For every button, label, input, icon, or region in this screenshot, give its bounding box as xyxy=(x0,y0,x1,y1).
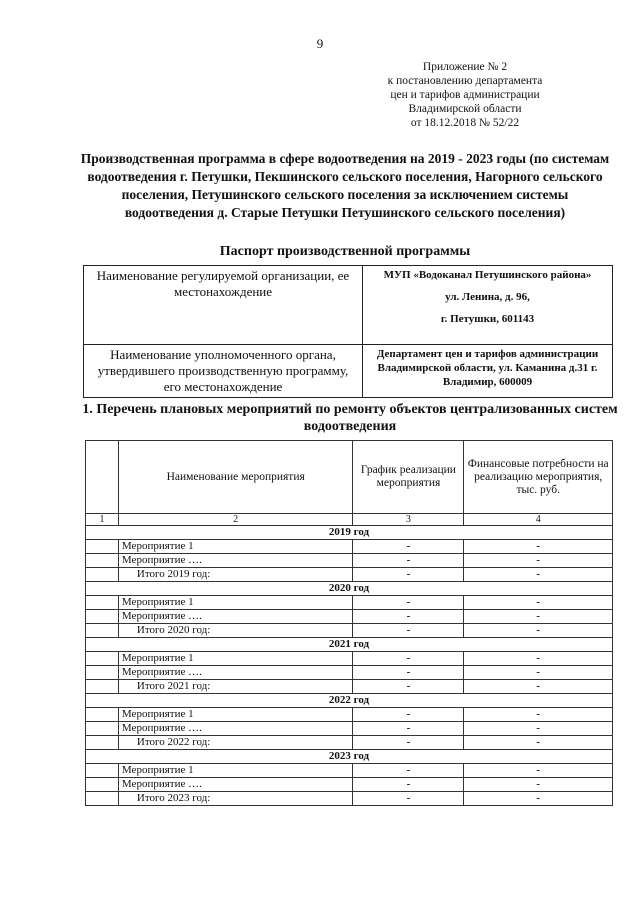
finance-cell: - xyxy=(464,680,613,694)
finance-cell: - xyxy=(464,666,613,680)
finance-cell: - xyxy=(464,722,613,736)
passport-table xyxy=(83,265,613,398)
column-number: 4 xyxy=(464,514,613,526)
schedule-cell: - xyxy=(353,764,464,778)
column-number-row xyxy=(86,514,613,526)
total-label: Итого 2023 год: xyxy=(118,792,353,806)
appendix-line: к постановлению департамента xyxy=(387,75,543,87)
schedule-cell: - xyxy=(353,792,464,806)
year-label: 2020 год xyxy=(86,582,613,596)
table-row xyxy=(86,778,613,792)
schedule-cell: - xyxy=(353,666,464,680)
finance-cell: - xyxy=(464,778,613,792)
table-row xyxy=(86,680,613,694)
year-label: 2021 год xyxy=(86,638,613,652)
column-number: 3 xyxy=(353,514,464,526)
measure-name: Мероприятие 1 xyxy=(118,652,353,666)
column-number: 2 xyxy=(118,514,353,526)
measure-name: Мероприятие …. xyxy=(118,666,353,680)
table-row xyxy=(86,736,613,750)
schedule-cell: - xyxy=(353,778,464,792)
passport-label: Наименование регулируемой организации, ее местонахождение xyxy=(84,266,363,345)
year-row xyxy=(86,694,613,708)
year-row xyxy=(86,582,613,596)
column-number: 1 xyxy=(86,514,119,526)
table-row xyxy=(86,624,613,638)
appendix-block xyxy=(350,60,580,130)
table-row xyxy=(86,764,613,778)
finance-cell: - xyxy=(464,540,613,554)
column-header: Наименование мероприятия xyxy=(118,441,353,514)
column-header: График реализации мероприятия xyxy=(353,441,464,514)
organization-city: г. Петушки, 601143 xyxy=(440,313,535,325)
section-heading: 1. Перечень плановых мероприятий по ремонту объектов централизованных систем водоотведения xyxy=(82,402,618,434)
passport-heading: Паспорт производственной программы xyxy=(219,244,471,259)
finance-cell: - xyxy=(464,764,613,778)
schedule-cell: - xyxy=(353,736,464,750)
finance-cell: - xyxy=(464,652,613,666)
passport-value xyxy=(363,266,613,345)
table-header-row xyxy=(86,441,613,514)
appendix-line: цен и тарифов администрации xyxy=(390,89,540,101)
schedule-cell: - xyxy=(353,708,464,722)
year-label: 2019 год xyxy=(86,526,613,540)
table-row xyxy=(86,652,613,666)
schedule-cell: - xyxy=(353,596,464,610)
table-row xyxy=(86,666,613,680)
column-header xyxy=(86,441,119,514)
total-label: Итого 2022 год: xyxy=(118,736,353,750)
measure-name: Мероприятие …. xyxy=(118,554,353,568)
table-row xyxy=(86,708,613,722)
passport-label: Наименование уполномоченного органа, утвердившего производственную программу, его местонахождение xyxy=(84,345,363,398)
table-row xyxy=(86,722,613,736)
finance-cell: - xyxy=(464,596,613,610)
finance-cell: - xyxy=(464,708,613,722)
authority-details: Департамент цен и тарифов администрации Владимирской области, ул. Каманина д.31 г. Владимир, 600009 xyxy=(376,348,599,388)
measure-name: Мероприятие 1 xyxy=(118,764,353,778)
measure-name: Мероприятие 1 xyxy=(118,540,353,554)
total-label: Итого 2019 год: xyxy=(118,568,353,582)
measure-name: Мероприятие 1 xyxy=(118,708,353,722)
schedule-cell: - xyxy=(353,680,464,694)
year-label: 2023 год xyxy=(86,750,613,764)
schedule-cell: - xyxy=(353,610,464,624)
document-title: Производственная программа в сфере водоотведения на 2019 - 2023 годы (по системам водоотведения г. Петушки, Пекшинского сельского поселения, Нагорного сельского поселения, Петушинского сельского поселения за исключением системы водоотведения д. Старые Петушки Петушинского сельского поселения) xyxy=(80,151,610,220)
table-row xyxy=(86,610,613,624)
measure-name: Мероприятие …. xyxy=(118,610,353,624)
finance-cell: - xyxy=(464,624,613,638)
page-number: 9 xyxy=(316,36,324,51)
organization-name: МУП «Водоканал Петушинского района» xyxy=(383,269,592,281)
schedule-cell: - xyxy=(353,554,464,568)
measure-name: Мероприятие …. xyxy=(118,722,353,736)
finance-cell: - xyxy=(464,568,613,582)
schedule-cell: - xyxy=(353,624,464,638)
total-label: Итого 2020 год: xyxy=(118,624,353,638)
measure-name: Мероприятие …. xyxy=(118,778,353,792)
measure-name: Мероприятие 1 xyxy=(118,596,353,610)
table-row xyxy=(86,540,613,554)
schedule-cell: - xyxy=(353,652,464,666)
finance-cell: - xyxy=(464,554,613,568)
appendix-line: Приложение № 2 xyxy=(422,61,508,73)
table-row xyxy=(86,596,613,610)
schedule-cell: - xyxy=(353,540,464,554)
plan-table xyxy=(85,440,613,806)
table-row xyxy=(86,792,613,806)
year-row xyxy=(86,526,613,540)
schedule-cell: - xyxy=(353,568,464,582)
passport-value xyxy=(363,345,613,398)
year-row xyxy=(86,638,613,652)
schedule-cell: - xyxy=(353,722,464,736)
passport-row xyxy=(84,345,613,398)
appendix-line: Владимирской области xyxy=(408,103,522,115)
organization-street: ул. Ленина, д. 96, xyxy=(445,291,530,303)
finance-cell: - xyxy=(464,736,613,750)
finance-cell: - xyxy=(464,610,613,624)
table-row xyxy=(86,554,613,568)
total-label: Итого 2021 год: xyxy=(118,680,353,694)
finance-cell: - xyxy=(464,792,613,806)
passport-row xyxy=(84,266,613,345)
appendix-line: от 18.12.2018 № 52/22 xyxy=(410,117,520,129)
year-row xyxy=(86,750,613,764)
column-header: Финансовые потребности на реализацию мероприятия, тыс. руб. xyxy=(464,441,613,514)
year-label: 2022 год xyxy=(86,694,613,708)
table-row xyxy=(86,568,613,582)
